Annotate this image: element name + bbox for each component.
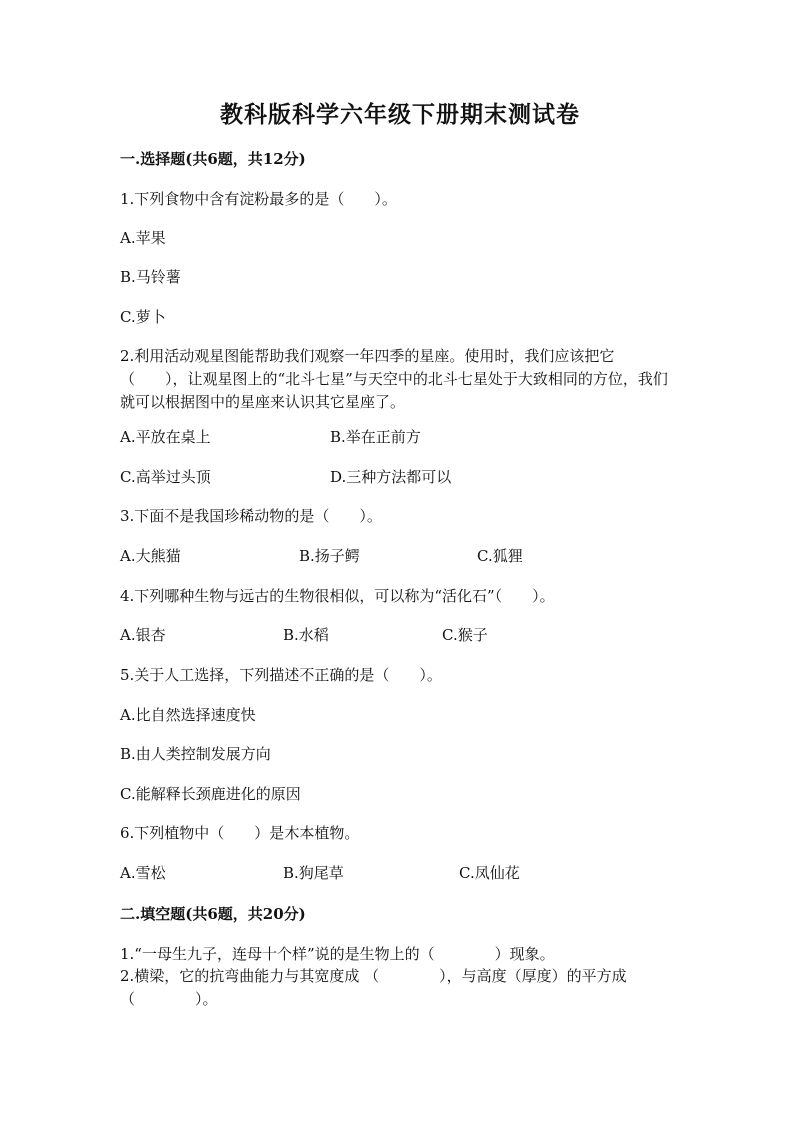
question-1-stem: 1.下列食物中含有淀粉最多的是（ ）。 <box>120 190 397 208</box>
question-2-option-c: C.高举过头顶 <box>120 468 211 486</box>
question-2-option-d: D.三种方法都可以 <box>330 468 452 486</box>
question-5-option-c: C.能解释长颈鹿进化的原因 <box>120 785 301 803</box>
question-6-option-c: C.凤仙花 <box>459 864 520 882</box>
question-1-option-b: B.马铃薯 <box>120 268 181 286</box>
fill-question-1: 1.“一母生九子，连母十个样”说的是生物上的（ ）现象。 <box>120 945 555 963</box>
section-heading-fill: 二.填空题(共6题，共20分) <box>120 905 306 923</box>
question-1-option-a: A.苹果 <box>120 229 166 247</box>
question-4-stem: 4.下列哪种生物与远古的生物很相似，可以称为“活化石”（ ）。 <box>120 587 555 605</box>
question-4-option-c: C.猴子 <box>442 626 488 644</box>
question-2-option-a: A.平放在桌上 <box>120 428 211 446</box>
question-1-option-c: C.萝卜 <box>120 308 166 326</box>
question-3-stem: 3.下面不是我国珍稀动物的是（ ）。 <box>120 507 382 525</box>
question-2-stem: 2.利用活动观星图能帮助我们观察一年四季的星座。使用时，我们应该把它（ ），让观星图上的“北斗七星”与天空中的北斗七星处于大致相同的方位，我们就可以根据图中的星座来认识其它星座了。 <box>120 347 668 411</box>
question-5-option-b: B.由人类控制发展方向 <box>120 745 271 763</box>
question-3-option-a: A.大熊猫 <box>120 547 181 565</box>
question-4-option-a: A.银杏 <box>120 626 166 644</box>
question-2-option-b: B.举在正前方 <box>330 428 421 446</box>
question-5-stem: 5.关于人工选择，下列描述不正确的是（ ）。 <box>120 666 442 684</box>
question-3-option-c: C.狐狸 <box>477 547 523 565</box>
question-6-option-b: B.狗尾草 <box>283 864 344 882</box>
fill-question-2: 2.横梁，它的抗弯曲能力与其宽度成 （ ），与高度（厚度）的平方成（ ）。 <box>120 967 627 1008</box>
question-3-option-b: B.扬子鳄 <box>299 547 360 565</box>
page-title: 教科版科学六年级下册期末测试卷 <box>220 101 580 128</box>
question-5-option-a: A.比自然选择速度快 <box>120 706 256 724</box>
section-heading-choice: 一.选择题(共6题，共12分) <box>120 150 306 168</box>
question-6-option-a: A.雪松 <box>120 864 166 882</box>
question-6-stem: 6.下列植物中（ ）是木本植物。 <box>120 824 360 842</box>
question-4-option-b: B.水稻 <box>283 626 329 644</box>
